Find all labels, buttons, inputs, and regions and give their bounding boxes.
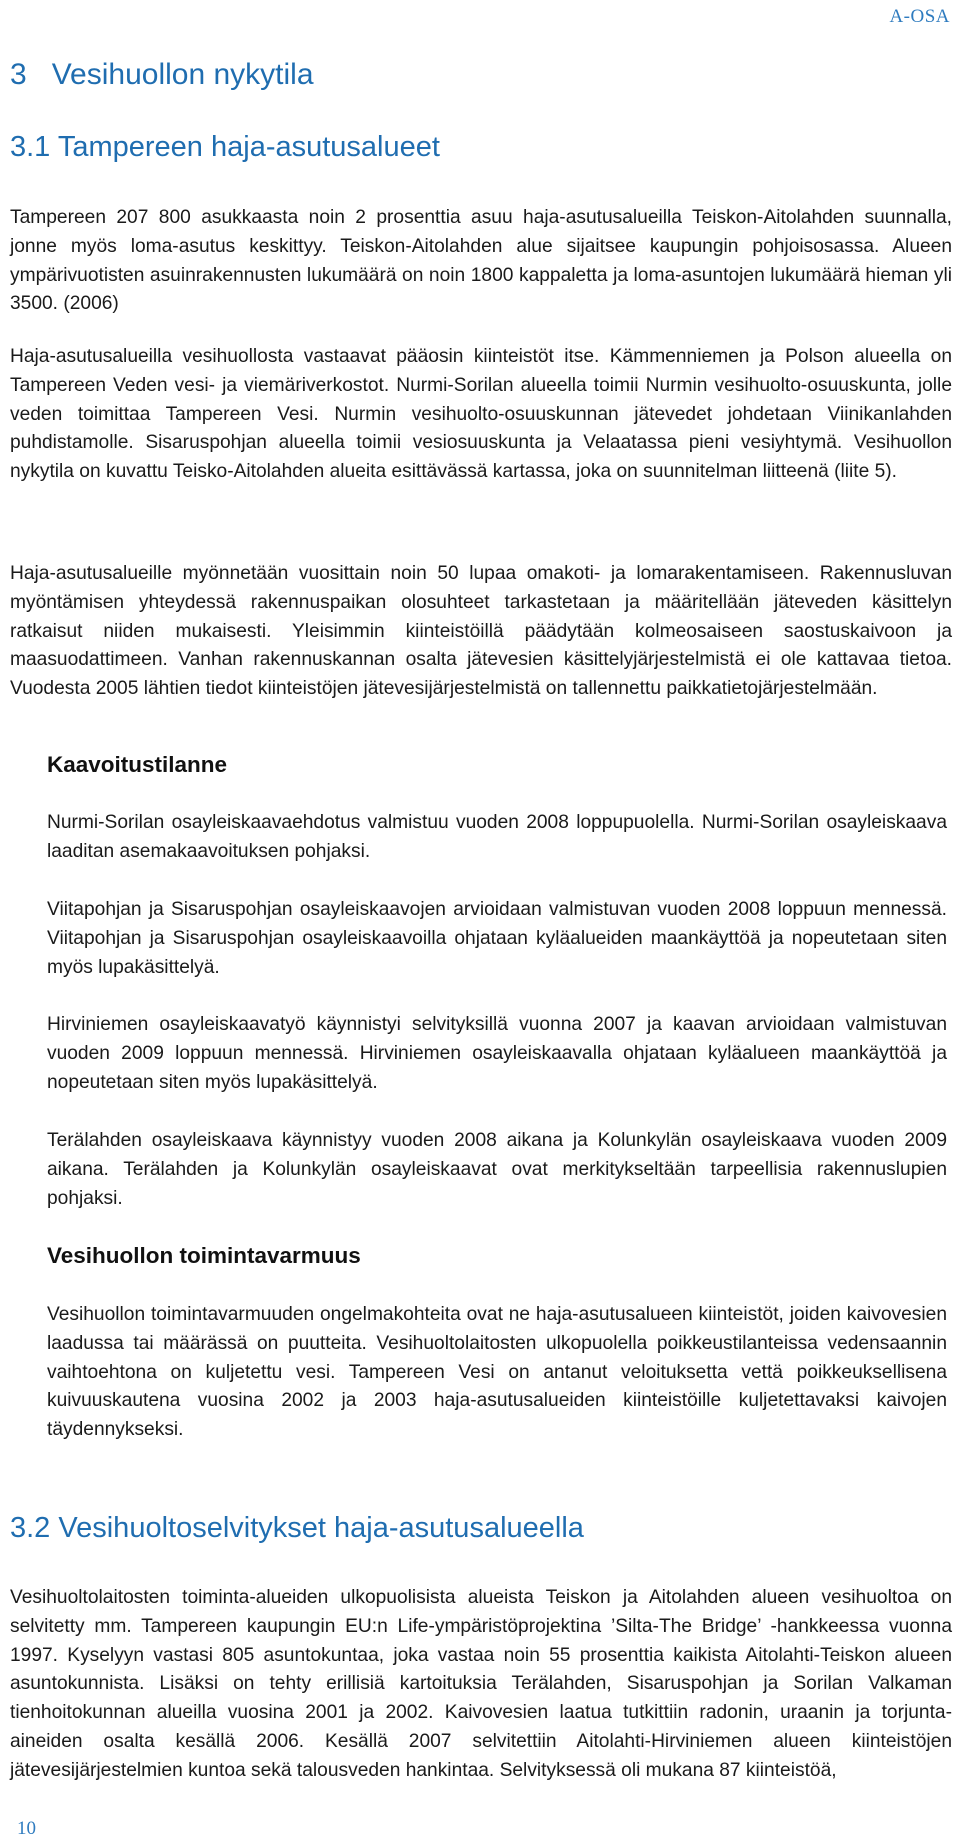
chapter-title: Vesihuollon nykytila — [51, 58, 314, 91]
paragraph: Nurmi-Sorilan osayleiskaavaehdotus valmistuu vuoden 2008 loppupuolella. Nurmi-Sorilan osayleiskaava laaditan asemakaavoituksen pohjaksi. — [47, 812, 947, 862]
paragraph: Tampereen 207 800 asukkaasta noin 2 prosenttia asuu haja-asutusalueilla Teiskon-Aitolahden suunnalla, jonne myös loma-asutus keskittyy. Teiskon-Aitolahden alue sijaitsee kaupungin pohjoisosassa. Alueen ympärivuotisten asuinrakennusten lukumäärä on noin 1800 kappaletta ja loma-asuntojen lukumäärä hieman yli 3500. (2006) — [10, 207, 952, 315]
paragraph: Haja-asutusalueille myönnetään vuosittain noin 50 lupaa omakoti- ja lomarakentamiseen. Rakennusluvan myöntämisen yhteydessä rakennuspaikan olosuhteet tarkastetaan ja määritellään jäteveden käsittelyn ratkaisut niiden mukaisesti. Yleisimmin kiinteistöillä päädytään kolmeosaiseen saostuskaivoon ja maasuodattimeen. Vanhan rakennuskannan osalta jätevesien käsittelyjärjestelmistä ei ole kattavaa tietoa. Vuodesta 2005 lähtien tiedot kiinteistöjen jätevesijärjestelmistä on tallennettu paikkatietojärjestelmään. — [10, 563, 952, 700]
section-3-2-title: 3.2 Vesihuoltoselvitykset haja-asutusalueella — [10, 1512, 584, 1544]
page-number: 10 — [17, 1818, 36, 1839]
toimintavarmuus-heading: Vesihuollon toimintavarmuus — [47, 1243, 361, 1268]
paragraph: Viitapohjan ja Sisaruspohjan osayleiskaavojen arvioidaan valmistuvan vuoden 2008 loppuun mennessä. Viitapohjan ja Sisaruspohjan osayleiskaavoilla ohjataan kyläalueiden maankäyttöä ja nopeutetaan siten myös lupakäsittelyä. — [47, 899, 947, 978]
section-header-label: A-OSA — [889, 6, 950, 27]
paragraph: Hirviniemen osayleiskaavatyö käynnistyi selvityksillä vuonna 2007 ja kaavan arvioidaan valmistuvan vuoden 2009 loppuun mennessä. Hirviniemen osayleiskaavalla ohjataan kyläalueen maankäyttöä ja nopeutetaan siten myös lupakäsittelyä. — [47, 1014, 947, 1093]
chapter-heading — [10, 58, 314, 92]
kaavoitustilanne-heading: Kaavoitustilanne — [47, 752, 228, 777]
chapter-number: 3 — [10, 58, 27, 91]
paragraph: Vesihuollon toimintavarmuuden ongelmakohteita ovat ne haja-asutusalueen kiinteistöt, joiden kaivovesien laadussa tai määrässä on puutteita. Vesihuoltolaitosten ulkopuolella poikkeustilanteissa vedensaannin vaihtoehtona on kuljetettu vesi. Tampereen Vesi on antanut veloituksetta vettä poikkeuksellisena kuivuuskautena vuosina 2002 ja 2003 haja-asutusalueiden kiinteistöille kuljetettavaksi kaivojen täydennykseksi. — [47, 1304, 947, 1441]
paragraph: Vesihuoltolaitosten toiminta-alueiden ulkopuolisista alueista Teiskon ja Aitolahden alueen vesihuoltoa on selvitetty mm. Tampereen kaupungin EU:n Life-ympäristöprojektina ’Silta-The Bridge’ -hankkeessa vuonna 1997. Kyselyyn vastasi 805 asuntokuntaa, joka vastaa noin 55 prosenttia kaikista Aitolahti-Teiskon alueen asuntokunnista. Lisäksi on tehty erillisiä kartoituksia Terälahden, Sisaruspohjan ja Sorilan Valkaman tienhoitokunnan alueilla vuosina 2001 ja 2002. Kaivovesien laatua tutkittiin radonin, uraanin ja torjunta-aineiden osalta kesällä 2006. Kesällä 2007 selvitettiin Aitolahti-Hirviniemen alueen kiinteistöjen jätevesijärjestelmien kuntoa sekä talousveden hankintaa. Selvityksessä oli mukana 87 kiinteistöä, — [10, 1587, 952, 1781]
paragraph: Haja-asutusalueilla vesihuollosta vastaavat pääosin kiinteistöt itse. Kämmenniemen ja Polson alueella on Tampereen Veden vesi- ja viemäriverkostot. Nurmi-Sorilan alueella toimii Nurmin vesihuolto-osuuskunta, jolle veden toimittaa Tampereen Vesi. Nurmin vesihuolto-osuuskunnan jätevedet johdetaan Viinikanlahden puhdistamolle. Sisaruspohjan alueella toimii vesiosuuskunta ja Velaatassa pieni vesiyhtymä. Vesihuollon nykytila on kuvattu Teisko-Aitolahden alueita esittävässä kartassa, joka on suunnitelman liitteenä (liite 5). — [10, 346, 952, 483]
paragraph: Terälahden osayleiskaava käynnistyy vuoden 2008 aikana ja Kolunkylän osayleiskaava vuoden 2009 aikana. Terälahden ja Kolunkylän osayleiskaavat ovat merkitykseltään tarpeellisia rakennuslupien pohjaksi. — [47, 1130, 947, 1209]
section-3-1-title: 3.1 Tampereen haja-asutusalueet — [10, 131, 440, 163]
